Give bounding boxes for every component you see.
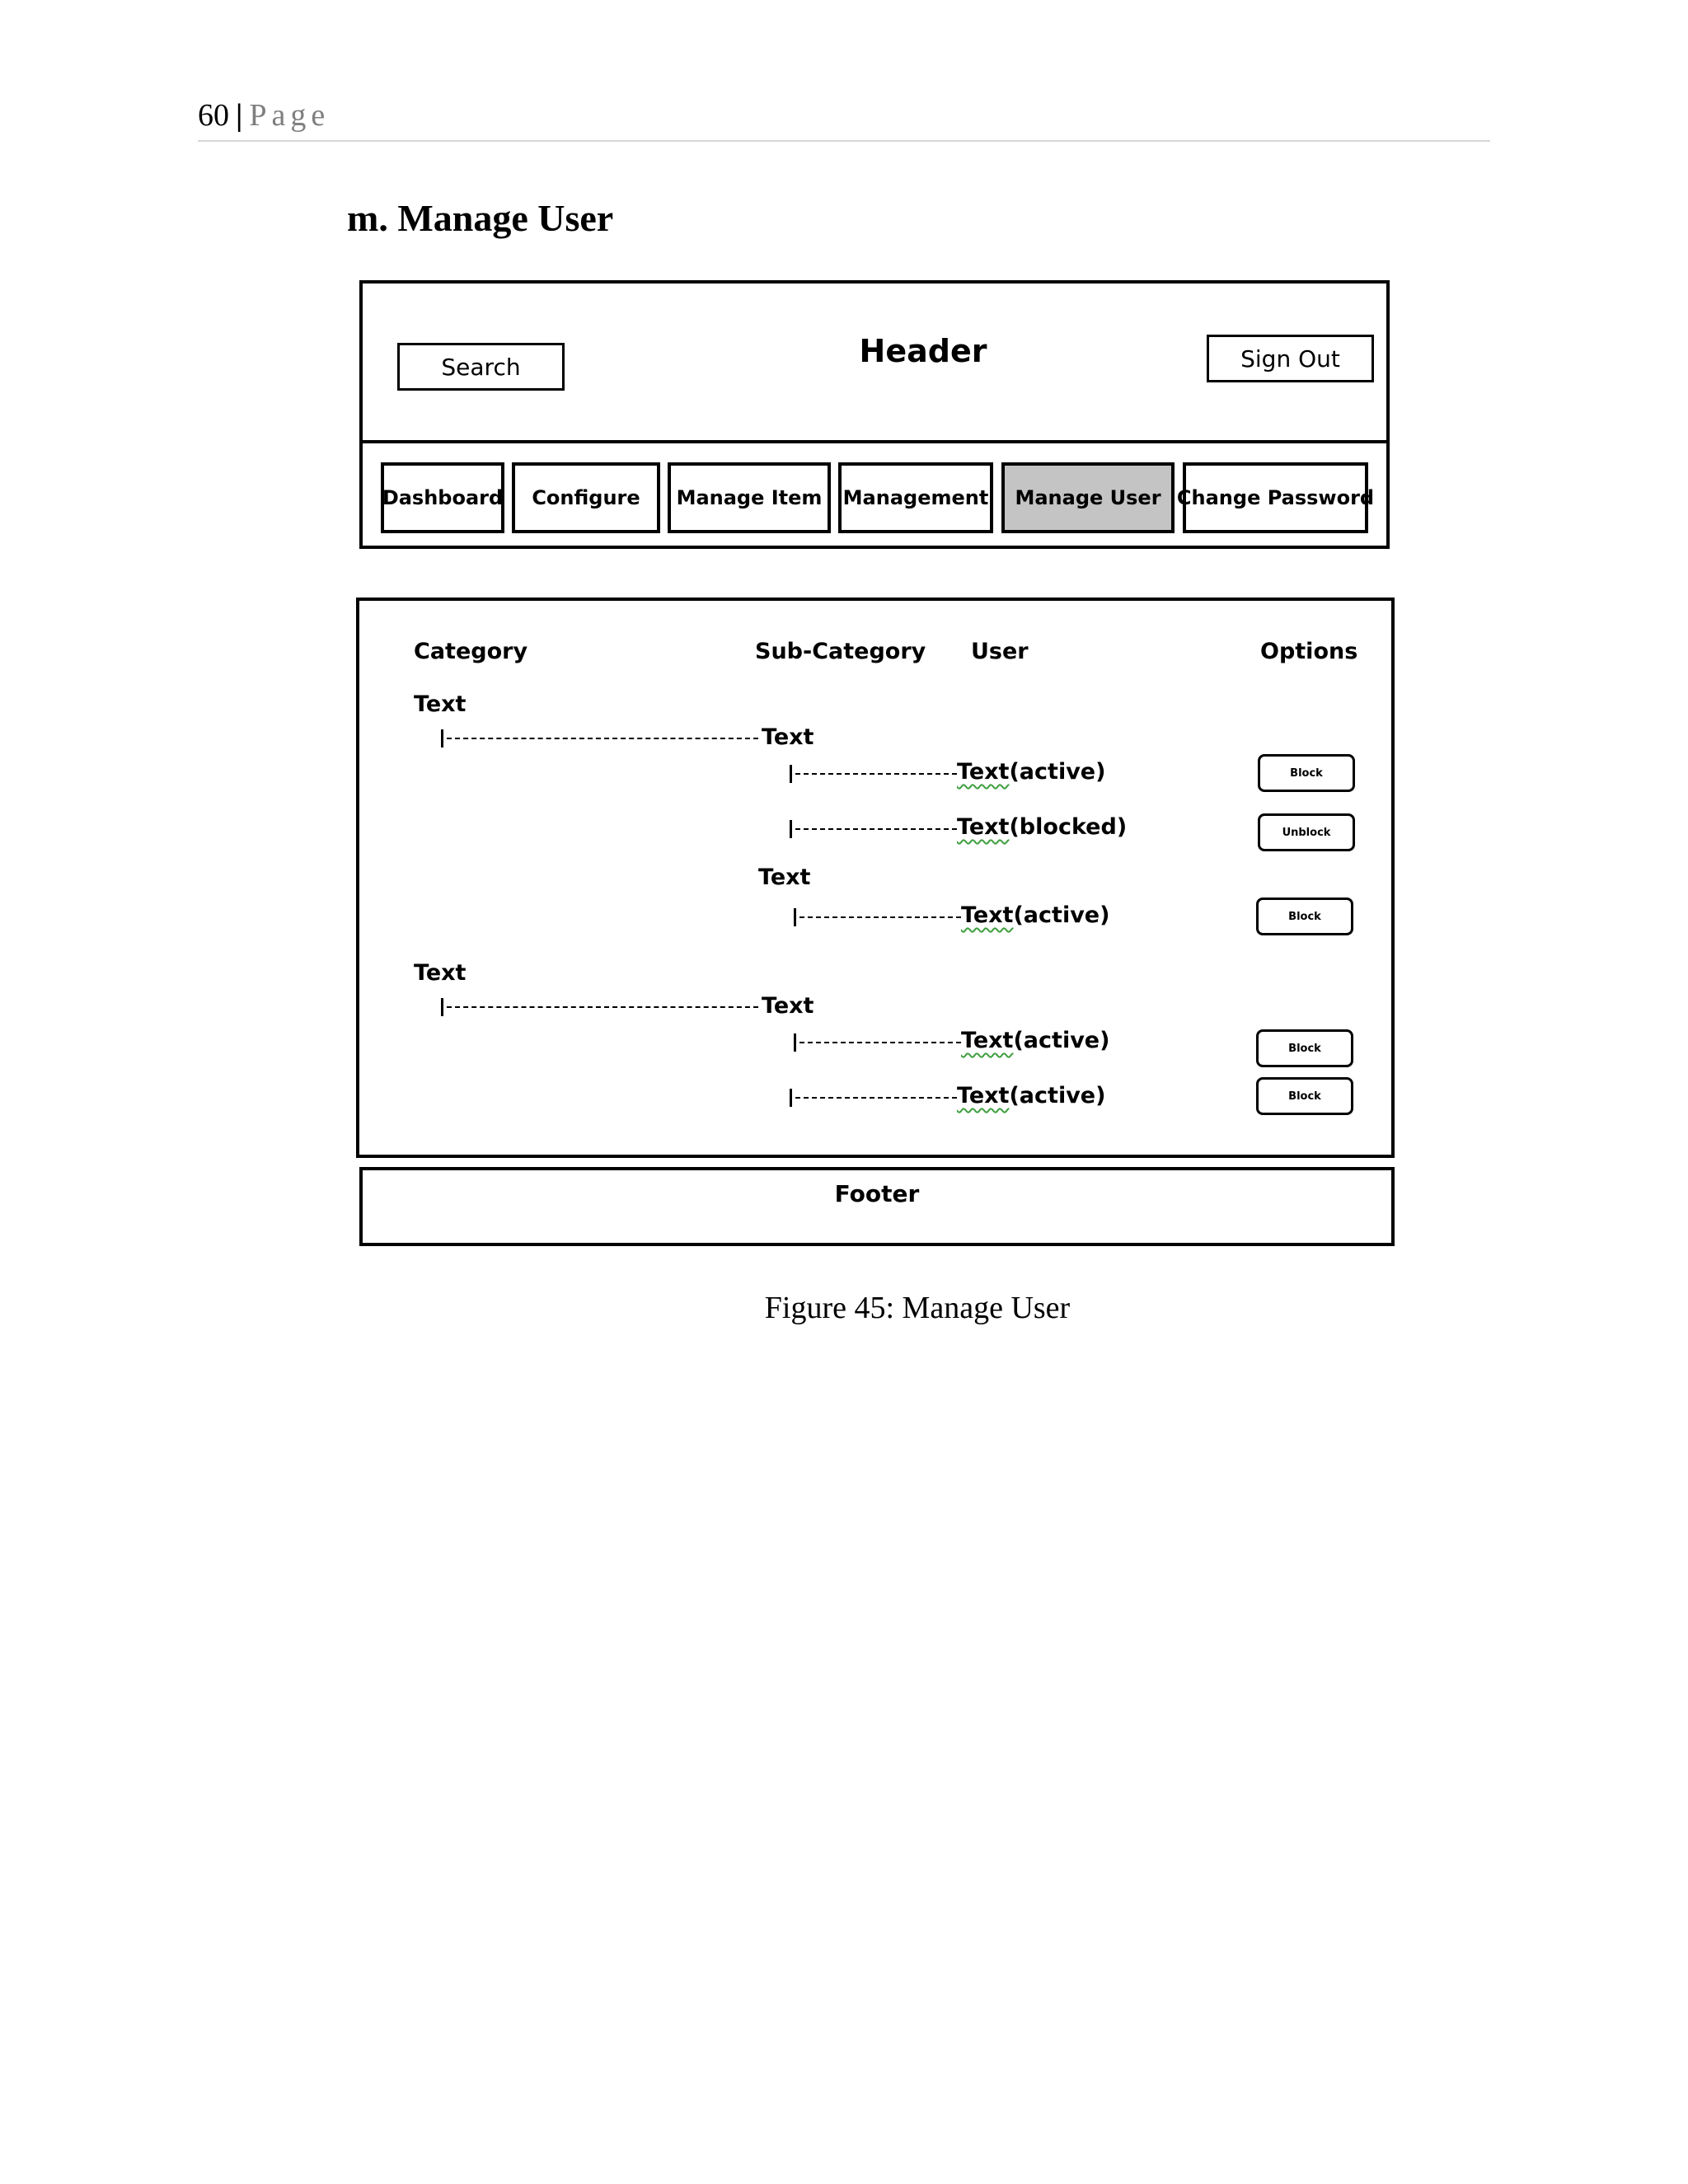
nav-configure[interactable]: Configure [512,462,660,533]
page-header [198,97,1490,142]
user-entry [957,759,1105,785]
tree-branch-connector [441,729,443,748]
search-box[interactable]: Search [397,343,565,391]
sub-category-label: Text [762,993,814,1019]
nav-manage-user[interactable]: Manage User [1001,462,1175,533]
column-header-category: Category [414,639,528,664]
user-name: Text [957,759,1010,785]
tree-branch-connector [790,820,792,838]
tree-branch-line [799,916,961,918]
user-entry [957,814,1127,840]
user-name: Text [957,814,1010,840]
sign-out-button[interactable]: Sign Out [1207,335,1374,382]
nav-dashboard[interactable]: Dashboard [381,462,504,533]
tree-branch-connector [794,908,796,926]
user-name: Text [961,902,1014,928]
sub-category-label: Text [762,724,814,750]
user-entry [961,1028,1109,1053]
page-number-value: 60 [198,98,229,133]
block-button[interactable]: Block [1256,898,1353,935]
user-entry [961,902,1109,928]
tree-branch-line [795,828,957,830]
page-separator: | [236,98,243,133]
nav-manage-item[interactable]: Manage Item [668,462,831,533]
tree-branch-line [799,1042,961,1043]
block-button[interactable]: Block [1258,754,1355,792]
block-button[interactable]: Block [1256,1077,1353,1115]
nav-management[interactable]: Management [838,462,993,533]
user-status: (active) [1009,1083,1106,1108]
tree-branch-connector [441,998,443,1016]
tree-branch-connector [794,1033,796,1052]
block-button[interactable]: Block [1256,1029,1353,1067]
page-number [198,97,330,134]
tree-branch-line [795,1097,957,1099]
user-status: (active) [1013,902,1110,928]
category-label: Text [414,960,467,986]
unblock-button[interactable]: Unblock [1258,813,1355,851]
wireframe-header [359,280,1390,549]
sub-category-label: Text [758,865,811,890]
tree-branch-connector [790,765,792,783]
wireframe-header-bar [363,284,1386,443]
figure-caption: Figure 45: Manage User [764,1291,1071,1325]
wireframe-footer [359,1167,1395,1246]
user-name: Text [957,1083,1010,1108]
section-title: m. Manage User [347,197,614,239]
user-entry [957,1083,1105,1108]
column-header-sub-category: Sub-Category [755,639,926,664]
column-header-options: Options [1260,639,1358,664]
user-status: (active) [1013,1028,1110,1053]
column-header-user: User [971,639,1029,664]
tree-branch-line [447,738,758,739]
category-label: Text [414,691,467,717]
wireframe-content [356,598,1395,1158]
nav-change-password[interactable]: Change Password [1183,462,1368,533]
footer-label: Footer [834,1180,920,1207]
page-label: Page [249,98,331,133]
user-name: Text [961,1028,1014,1053]
user-status: (active) [1009,759,1106,785]
user-status: (blocked) [1009,814,1128,840]
tree-branch-line [447,1006,758,1008]
tree-branch-connector [790,1089,792,1107]
tree-branch-line [795,773,957,775]
header-title: Header [859,333,987,369]
